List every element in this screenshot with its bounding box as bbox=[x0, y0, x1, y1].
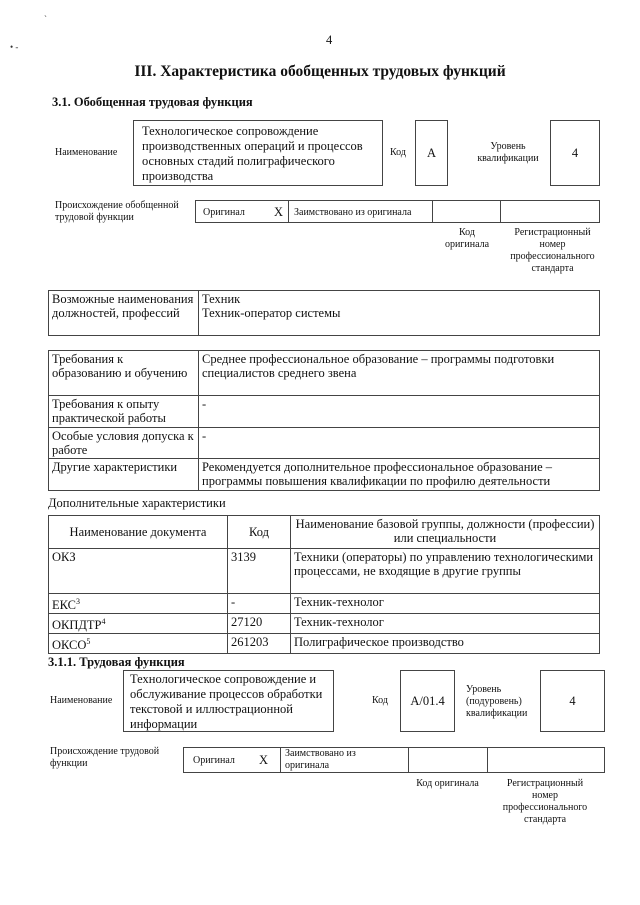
table-row bbox=[49, 428, 600, 459]
name-value: Технологическое сопровождение производственных операций и процессов основных стадий полиграфического производства bbox=[133, 120, 383, 186]
level-value: 4 bbox=[540, 670, 605, 732]
requirement-label: Другие характеристики bbox=[49, 459, 199, 491]
code-cell: 261203 bbox=[228, 634, 291, 654]
additional-heading: Дополнительные характеристики bbox=[48, 496, 226, 510]
column-header: Наименование базовой группы, должности (профессии) или специальности bbox=[291, 516, 600, 549]
origin-label: Происхождение обобщенной трудовой функции bbox=[55, 200, 179, 223]
page-title: III. Характеристика обобщенных трудовых функций bbox=[134, 63, 506, 80]
borrowed-label: Заимствовано из оригинала bbox=[285, 748, 356, 771]
table-row bbox=[49, 351, 600, 396]
code-label: Код bbox=[372, 695, 388, 706]
page-number: 4 bbox=[326, 33, 333, 47]
positions-label: Возможные наименования должностей, профессий bbox=[49, 291, 199, 336]
positions-table bbox=[48, 290, 600, 336]
reg-number-caption: Регистрационный номер профессионального стандарта bbox=[510, 227, 595, 274]
code-label: Код bbox=[390, 147, 406, 158]
requirement-value: Среднее профессиональное образование – программы подготовки специалистов среднего звена bbox=[199, 351, 600, 396]
name-value: Технологическое сопровождение и обслуживание процессов обработки текстовой и иллюстрационной информации bbox=[123, 670, 334, 732]
table-row bbox=[49, 614, 600, 634]
table-row bbox=[49, 459, 600, 491]
doc-cell: ОКПДТР$^4$ bbox=[49, 614, 228, 634]
requirement-label: Особые условия допуска к работе bbox=[49, 428, 199, 459]
position-item: Техник-оператор системы bbox=[202, 306, 341, 320]
scan-mark: • - bbox=[10, 42, 19, 52]
scan-mark: ` bbox=[44, 14, 47, 24]
level-label: Уровень (подуровень) квалификации bbox=[466, 684, 528, 719]
name-cell: Техник-технолог bbox=[291, 594, 600, 614]
requirement-value: Рекомендуется дополнительное профессиональное образование – программы повышения квалификации по профилю деятельности bbox=[199, 459, 600, 491]
section-heading: 3.1. Обобщенная трудовая функция bbox=[52, 95, 253, 109]
original-code-caption: Код оригинала bbox=[416, 778, 479, 789]
borrowed-label: Заимствовано из оригинала bbox=[294, 207, 412, 218]
reg-number-caption: Регистрационный номер профессионального стандарта bbox=[502, 778, 588, 825]
position-item: Техник bbox=[202, 292, 241, 306]
requirement-value: - bbox=[199, 428, 600, 459]
name-cell: Техники (операторы) по управлению технологическими процессами, не входящие в другие группы bbox=[291, 549, 600, 594]
name-cell: Техник-технолог bbox=[291, 614, 600, 634]
code-value: A/01.4 bbox=[400, 670, 455, 732]
requirement-label: Требования к опыту практической работы bbox=[49, 396, 199, 428]
section-heading: 3.1.1. Трудовая функция bbox=[48, 655, 185, 669]
doc-cell: ЕКС$^3$ bbox=[49, 594, 228, 614]
table-row bbox=[49, 396, 600, 428]
additional-table bbox=[48, 515, 600, 654]
original-label: Оригинал bbox=[193, 755, 235, 766]
origin-label: Происхождение трудовой функции bbox=[50, 746, 160, 769]
code-value: A bbox=[415, 120, 448, 186]
code-cell: 3139 bbox=[228, 549, 291, 594]
column-header: Код bbox=[228, 516, 291, 549]
code-cell: - bbox=[228, 594, 291, 614]
requirements-table bbox=[48, 350, 600, 491]
requirement-label: Требования к образованию и обучению bbox=[49, 351, 199, 396]
doc-cell: ОКСО$^5$ bbox=[49, 634, 228, 654]
table-row bbox=[49, 594, 600, 614]
name-label: Наименование bbox=[50, 695, 113, 706]
column-header: Наименование документа bbox=[49, 516, 228, 549]
level-value: 4 bbox=[550, 120, 600, 186]
table-row bbox=[49, 634, 600, 654]
name-cell: Полиграфическое производство bbox=[291, 634, 600, 654]
requirement-value: - bbox=[199, 396, 600, 428]
doc-cell: ОКЗ bbox=[49, 549, 228, 594]
original-mark: X bbox=[259, 753, 269, 767]
name-label: Наименование bbox=[55, 147, 118, 158]
original-label: Оригинал bbox=[203, 207, 245, 218]
original-mark: X bbox=[274, 205, 284, 219]
table-row bbox=[49, 549, 600, 594]
code-cell: 27120 bbox=[228, 614, 291, 634]
original-code-caption: Код оригинала bbox=[444, 227, 490, 250]
level-label: Уровень квалификации bbox=[477, 141, 539, 164]
